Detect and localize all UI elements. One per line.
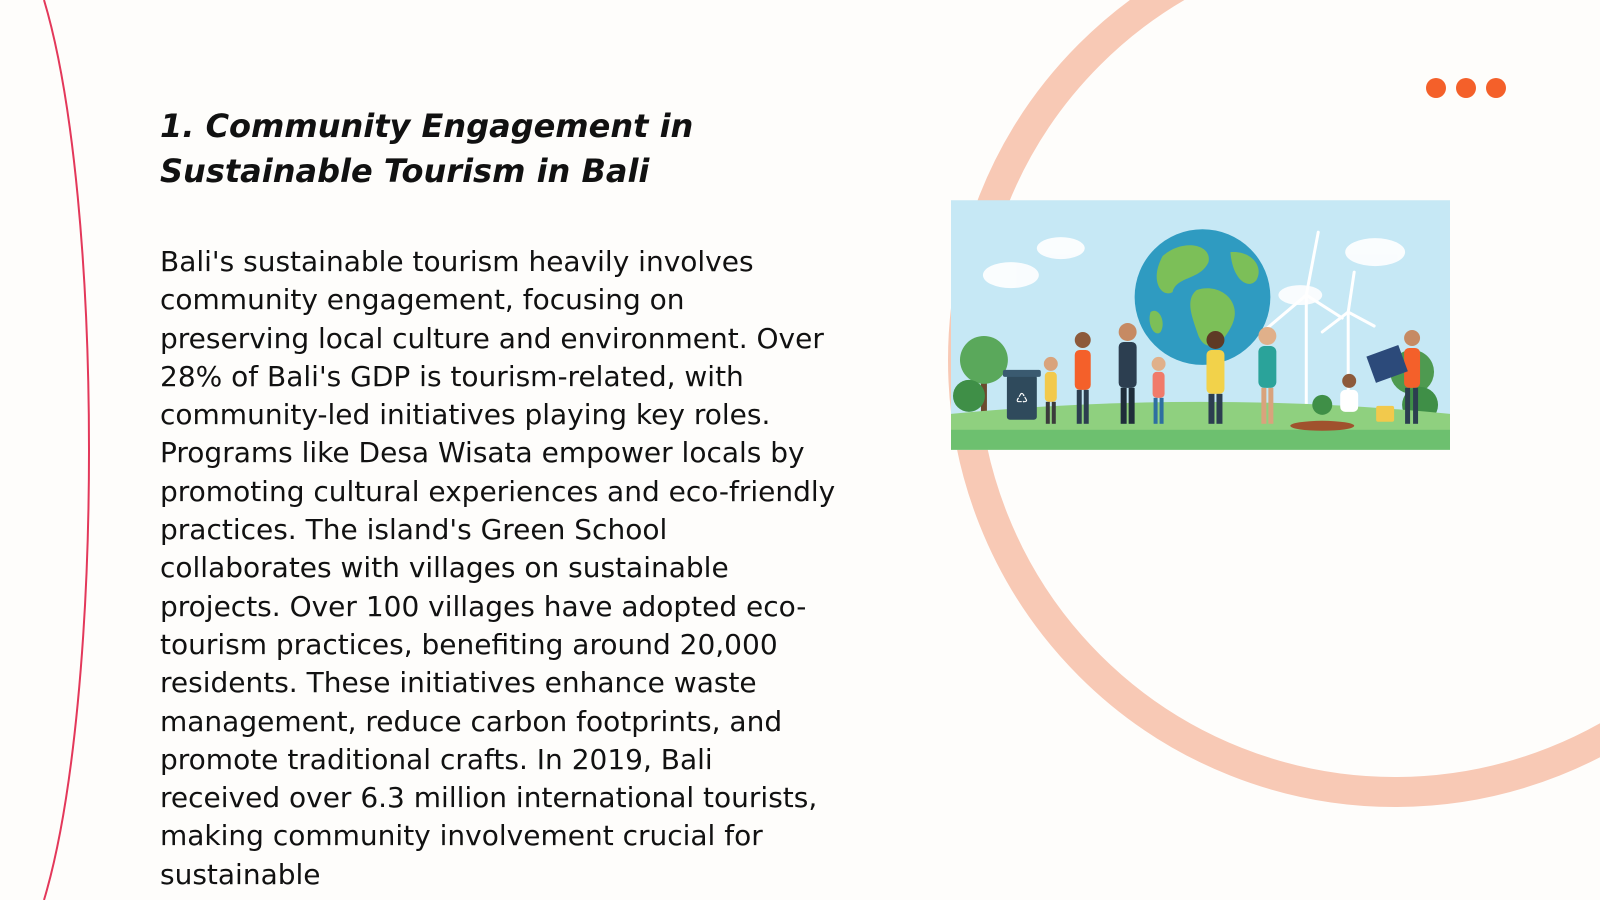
- dot-3: [1486, 78, 1506, 98]
- slide-title: 1. Community Engagement in Sustainable Tourism in Bali: [160, 107, 694, 190]
- dot-1: [1426, 78, 1446, 98]
- three-dots-icon[interactable]: [1426, 78, 1506, 98]
- slide-body-text: Bali's sustainable tourism heavily involves community engagement, focusing on preserving local culture and environment. Over 28% of Bali's GDP is tourism-related, with community-led initiatives playing key roles. Programs like Desa Wisata empower locals by promoting cultural experiences and eco-friendly practices. The island's Green School collaborates with villages on sustainable projects. Over 100 villages have adopted eco-tourism practices, benefiting around 20,000 residents. These initiatives enhance waste management, reduce carbon footprints, and promote traditional crafts. In 2019, Bali received over 6.3 million international tourists, making community involvement crucial for sustainable: [160, 245, 836, 891]
- svg-text:♺: ♺: [1015, 390, 1029, 407]
- community-earth-sustainability-illustration: [951, 200, 1450, 450]
- left-arc-line: [44, 0, 89, 900]
- dot-2: [1456, 78, 1476, 98]
